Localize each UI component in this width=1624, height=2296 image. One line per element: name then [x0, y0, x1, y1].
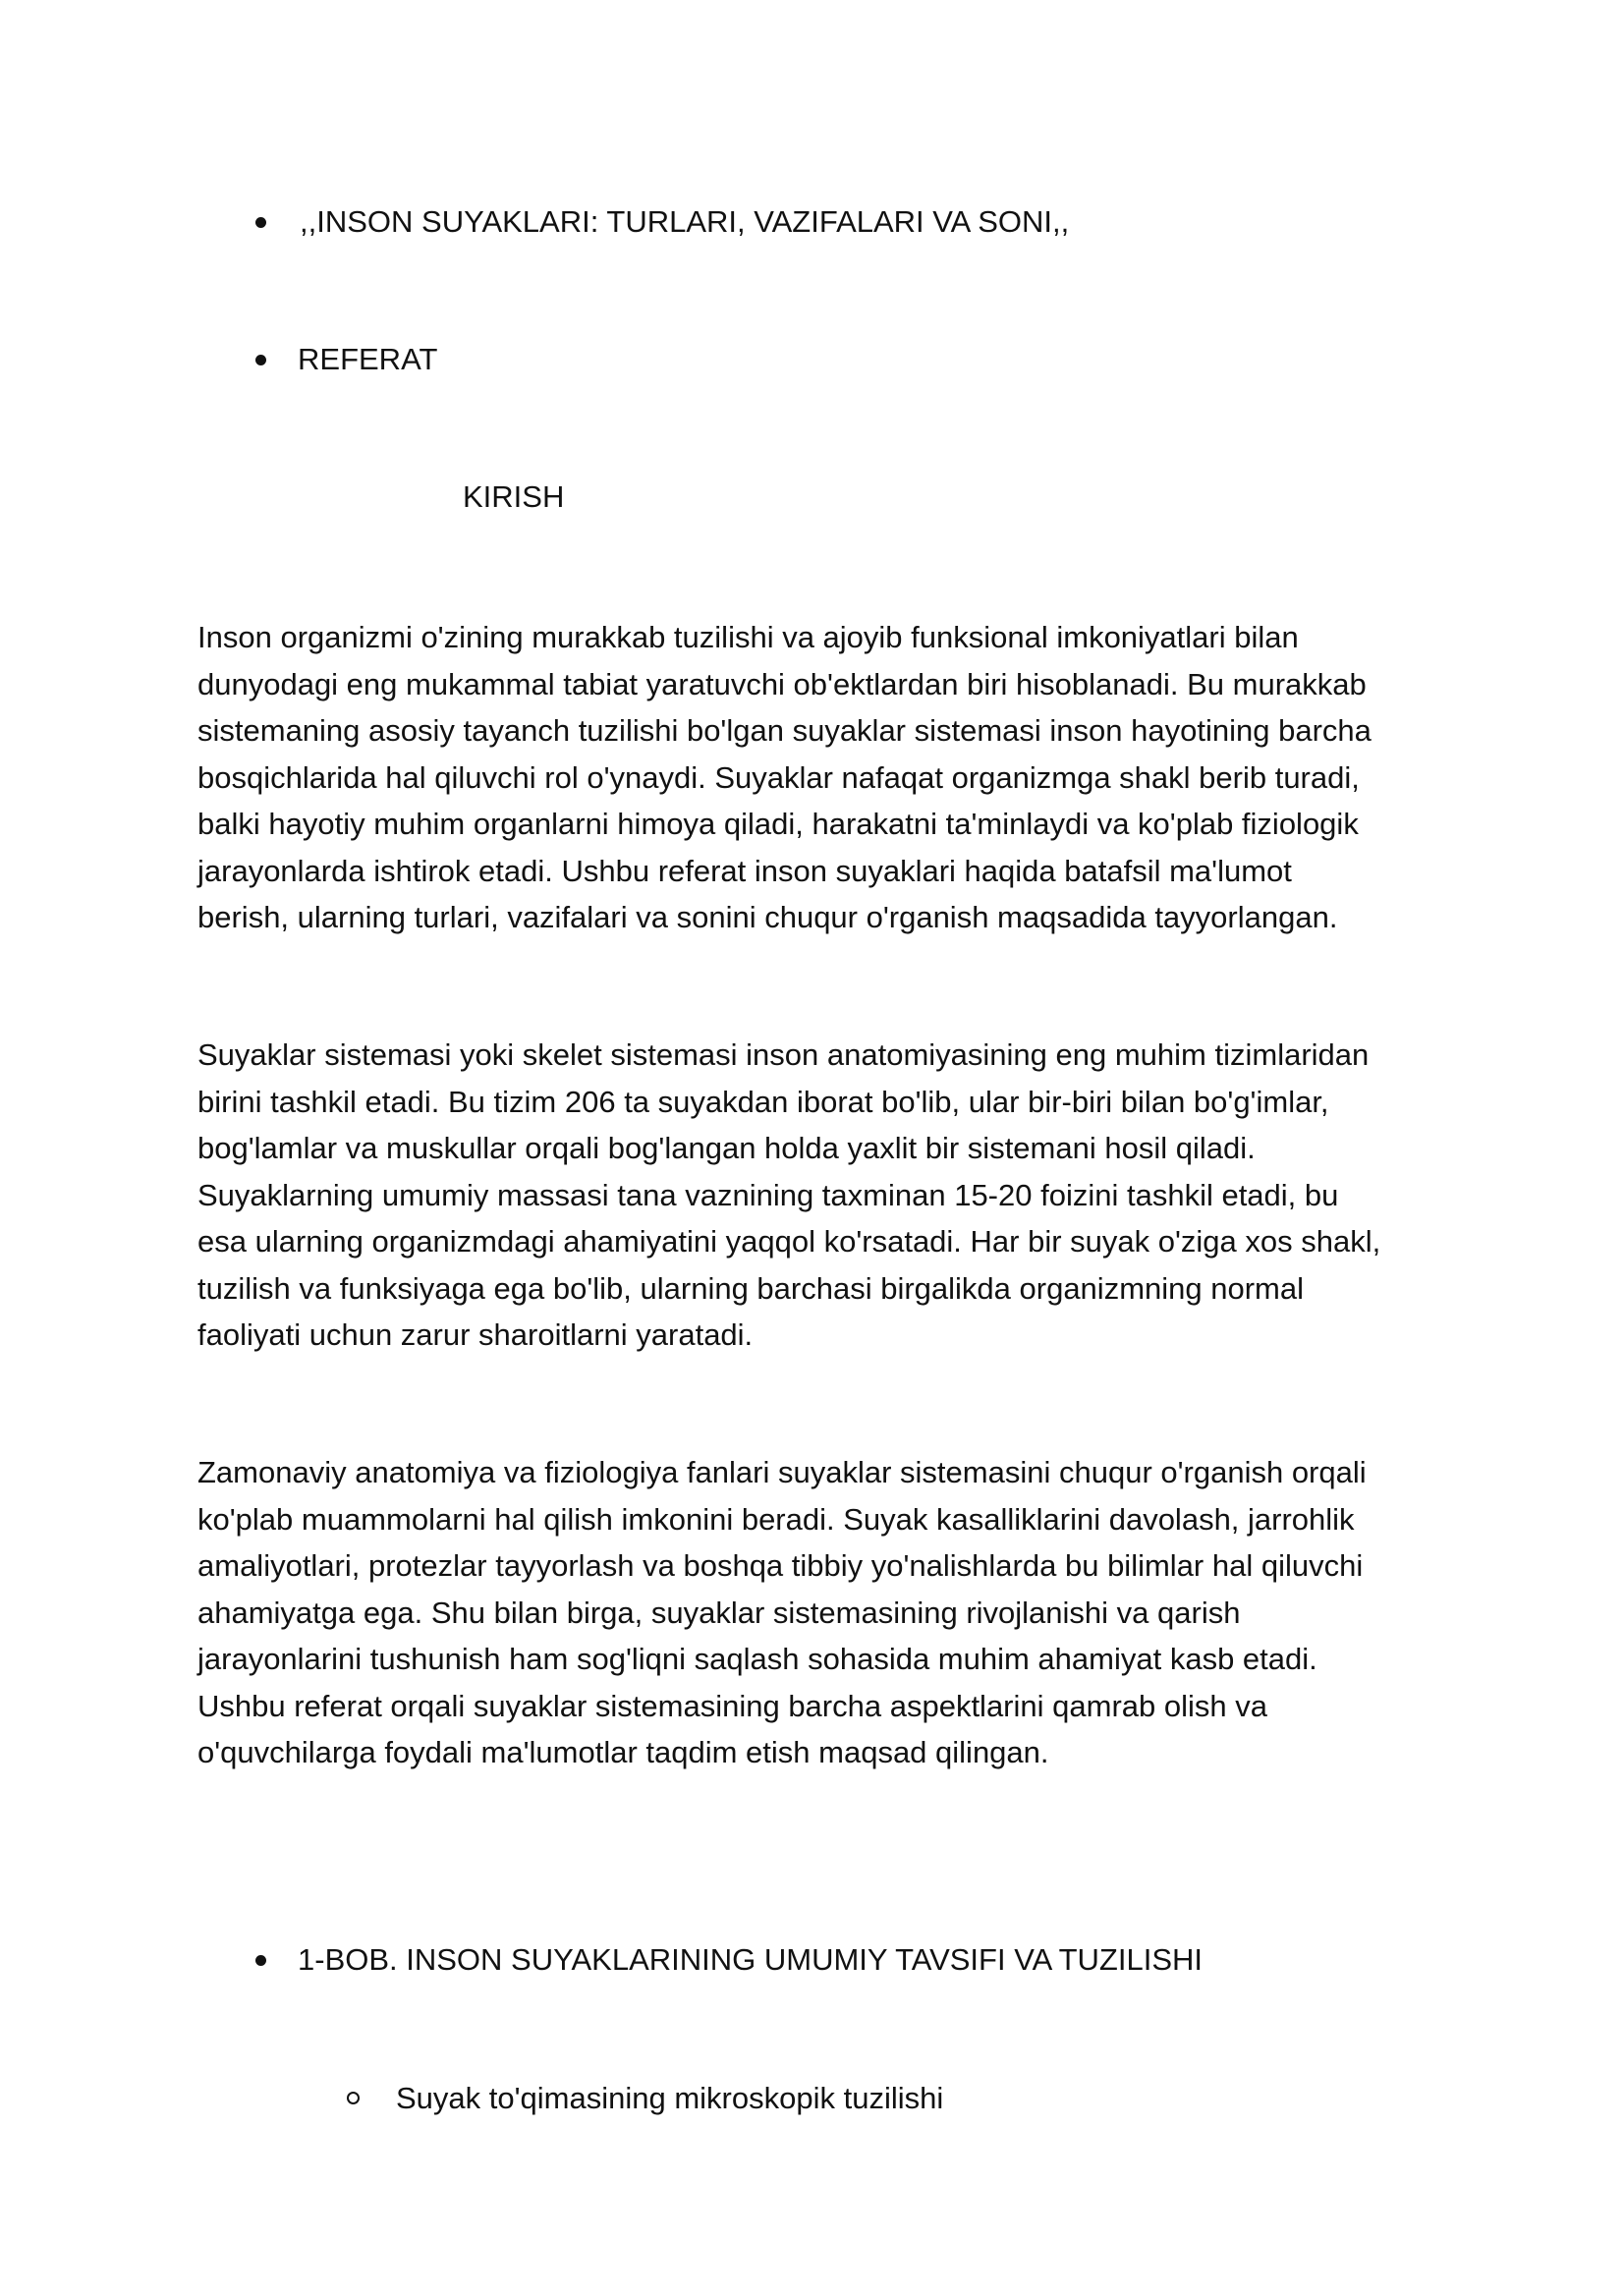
paragraph-1 [197, 614, 1445, 941]
paragraph-line: Suyaklar sistemasi yoki skelet sistemasi inson anatomiyasining eng muhim tizimlaridan [197, 1037, 1370, 1072]
bullet-icon [255, 355, 266, 365]
paragraph-line: esa ularning organizmdagi ahamiyatini yaqqol ko'rsatadi. Har bir suyak o'ziga xos shakl, [197, 1224, 1381, 1259]
paragraph-line: bosqichlarida hal qiluvchi rol o'ynaydi. Suyaklar nafaqat organizmga shakl berib turadi, [197, 759, 1360, 795]
paragraph-3 [197, 1449, 1445, 1776]
document-type: REFERAT [298, 342, 438, 376]
paragraph-line: bog'lamlar va muskullar orqali bog'langan holda yaxlit bir sistemani hosil qiladi. [197, 1131, 1256, 1165]
intro-heading: KIRISH [463, 479, 565, 514]
hollow-bullet-icon [347, 2092, 360, 2104]
paragraph-line: Zamonaviy anatomiya va fiziologiya fanlari suyaklar sistemasini chuqur o'rganish orqali [197, 1455, 1367, 1489]
paragraph-line: birini tashkil etadi. Bu tizim 206 ta suyakdan iborat bo'lib, ular bir-biri bilan bo'g'imlar, [197, 1084, 1329, 1119]
bullet-icon [255, 217, 266, 228]
paragraph-line: jarayonlarda ishtirok etadi. Ushbu referat inson suyaklari haqida batafsil ma'lumot [197, 853, 1292, 888]
paragraph-line: dunyodagi eng mukammal tabiat yaratuvchi ob'ektlardan biri hisoblanadi. Bu murakkab [197, 666, 1367, 701]
paragraph-line: o'quvchilarga foydali ma'lumotlar taqdim etish maqsad qilingan. [197, 1735, 1049, 1769]
paragraph-line: faoliyati uchun zarur sharoitlarni yaratadi. [197, 1317, 754, 1352]
subsection-heading: Suyak to'qimasining mikroskopik tuzilishi [396, 2081, 944, 2115]
paragraph-line: Inson organizmi o'zining murakkab tuzilishi va ajoyib funksional imkoniyatlari bilan [197, 620, 1299, 654]
paragraph-line: Ushbu referat orqali suyaklar sistemasining barcha aspektlarini qamrab olish va [197, 1688, 1267, 1723]
paragraph-line: jarayonlarini tushunish ham sog'liqni saqlash sohasida muhim ahamiyat kasb etadi. [197, 1642, 1317, 1676]
paragraph-2 [197, 1032, 1445, 1359]
document-title: ,,INSON SUYAKLARI: TURLARI, VAZIFALARI VA SONI,, [300, 204, 1070, 239]
paragraph-line: ahamiyatga ega. Shu bilan birga, suyaklar sistemasining rivojlanishi va qarish [197, 1595, 1241, 1630]
paragraph-line: ko'plab muammolarni hal qilish imkonini beradi. Suyak kasalliklarini davolash, jarrohlik [197, 1501, 1355, 1537]
bullet-icon [255, 1955, 266, 1966]
paragraph-line: sistemaning asosiy tayanch tuzilishi bo'lgan suyaklar sistemasi inson hayotining barcha [197, 713, 1372, 748]
paragraph-line: Suyaklarning umumiy massasi tana vaznining taxminan 15-20 foizini tashkil etadi, bu [197, 1177, 1339, 1212]
chapter-heading: 1-BOB. INSON SUYAKLARINING UMUMIY TAVSIFI VA TUZILISHI [298, 1942, 1204, 1977]
paragraph-line: berish, ularning turlari, vazifalari va sonini chuqur o'rganish maqsadida tayyorlangan. [197, 900, 1338, 934]
paragraph-line: amaliyotlari, protezlar tayyorlash va boshqa tibbiy yo'nalishlarda bu bilimlar hal qiluvchi [197, 1548, 1364, 1583]
paragraph-line: balki hayotiy muhim organlarni himoya qiladi, harakatni ta'minlaydi va ko'plab fiziologik [197, 807, 1359, 841]
paragraph-line: tuzilish va funksiyaga ega bo'lib, ularning barchasi birgalikda organizmning normal [197, 1270, 1304, 1306]
